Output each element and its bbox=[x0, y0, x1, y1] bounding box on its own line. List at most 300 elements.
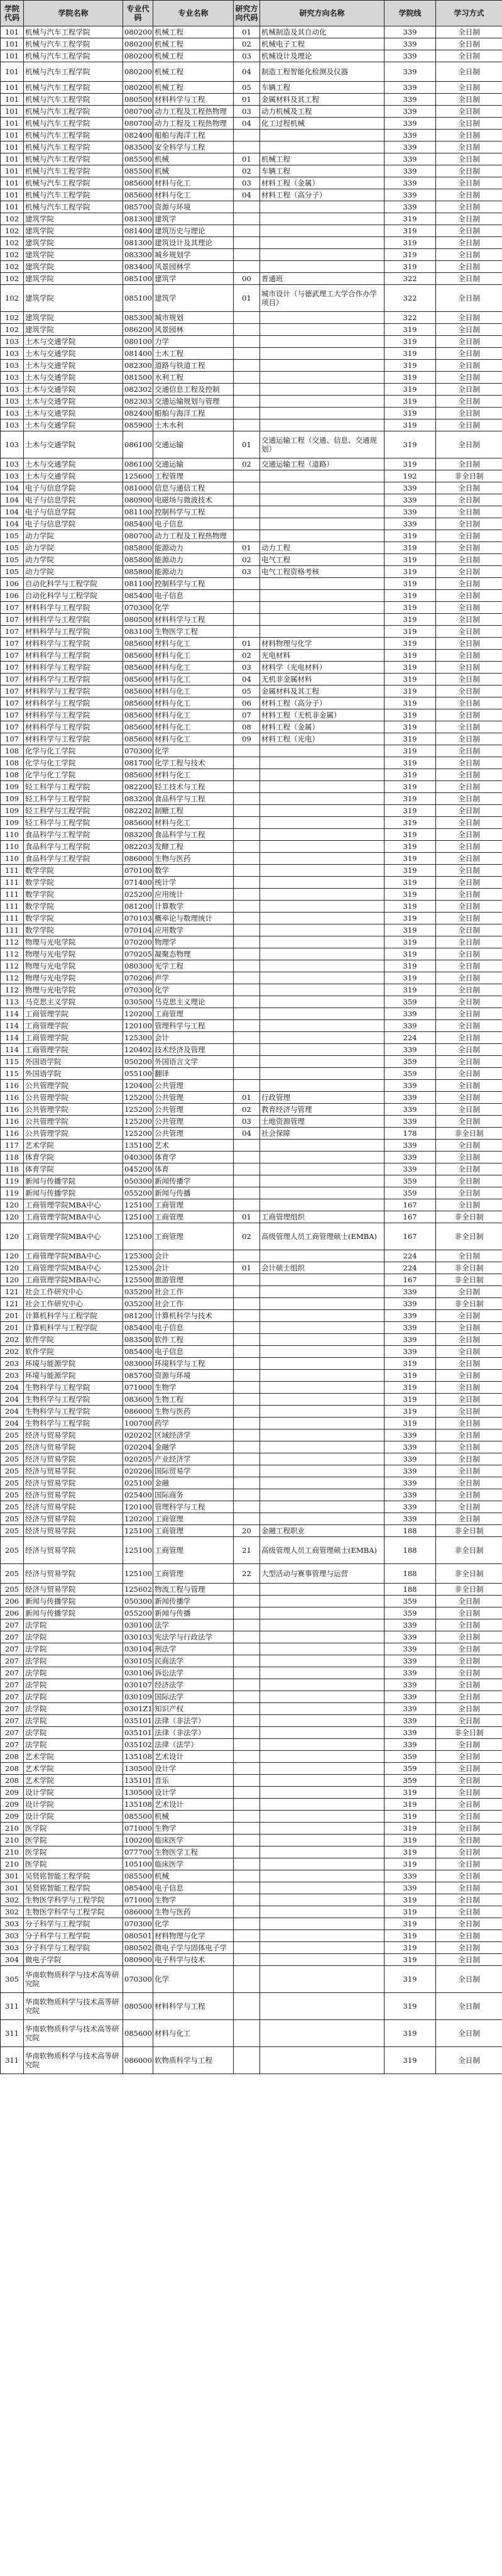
cell-college-name: 经济与贸易学院 bbox=[24, 1513, 123, 1525]
table-row bbox=[1, 1394, 502, 1406]
cell-direction-name bbox=[260, 261, 385, 273]
cell-college-code: 208 bbox=[1, 1775, 24, 1787]
cell-direction-code bbox=[234, 1020, 260, 1032]
table-row bbox=[1, 324, 502, 336]
cell-major-name: 光学工程 bbox=[153, 960, 234, 972]
cell-score-line: 319 bbox=[385, 650, 436, 662]
cell-college-code: 113 bbox=[1, 996, 24, 1008]
cell-direction-code bbox=[234, 948, 260, 960]
cell-study-mode: 全日制 bbox=[436, 530, 502, 542]
cell-college-name: 经济与贸易学院 bbox=[24, 1453, 123, 1465]
cell-direction-code bbox=[234, 1163, 260, 1175]
cell-study-mode: 全日制 bbox=[436, 1775, 502, 1787]
cell-major-name: 生物与医药 bbox=[153, 1406, 234, 1418]
cell-direction-name bbox=[260, 1835, 385, 1846]
cell-score-line: 339 bbox=[385, 506, 436, 518]
table-row bbox=[1, 142, 502, 153]
cell-direction-name bbox=[260, 1823, 385, 1835]
cell-study-mode: 全日制 bbox=[436, 408, 502, 419]
cell-study-mode: 全日制 bbox=[436, 638, 502, 650]
table-row bbox=[1, 709, 502, 721]
cell-score-line: 339 bbox=[385, 1465, 436, 1477]
cell-major-name: 交通信息工程及控制 bbox=[153, 384, 234, 396]
cell-direction-code bbox=[234, 1382, 260, 1394]
table-row bbox=[1, 1199, 502, 1211]
cell-college-name: 材料科学与工程学院 bbox=[24, 686, 123, 697]
cell-college-code: 114 bbox=[1, 1008, 24, 1020]
table-row bbox=[1, 650, 502, 662]
cell-college-name: 土木与交通学院 bbox=[24, 336, 123, 348]
cell-direction-code bbox=[234, 1882, 260, 1894]
cell-college-name: 工商管理学院MBA中心 bbox=[24, 1211, 123, 1223]
cell-college-code: 302 bbox=[1, 1906, 24, 1918]
cell-major-name: 建筑学 bbox=[153, 213, 234, 225]
cell-direction-name: 工商管理组织 bbox=[260, 1211, 385, 1223]
cell-study-mode: 全日制 bbox=[436, 372, 502, 384]
cell-college-code: 102 bbox=[1, 261, 24, 273]
cell-direction-code bbox=[234, 781, 260, 793]
cell-college-code: 302 bbox=[1, 1894, 24, 1906]
cell-major-code: 020205 bbox=[123, 1453, 153, 1465]
cell-study-mode: 全日制 bbox=[436, 1092, 502, 1104]
cell-direction-code bbox=[234, 1607, 260, 1619]
cell-study-mode: 全日制 bbox=[436, 1739, 502, 1751]
cell-major-code: 120402 bbox=[123, 1044, 153, 1056]
cell-college-name: 机械与汽车工程学院 bbox=[24, 118, 123, 130]
cell-direction-name: 车辆工程 bbox=[260, 82, 385, 94]
cell-study-mode: 全日制 bbox=[436, 841, 502, 853]
cell-direction-name bbox=[260, 1430, 385, 1441]
cell-major-name: 化学工程与技术 bbox=[153, 757, 234, 769]
cell-study-mode: 非全日制 bbox=[436, 1128, 502, 1140]
cell-score-line: 319 bbox=[385, 1787, 436, 1799]
cell-college-code: 105 bbox=[1, 542, 24, 554]
cell-college-name: 公共管理学院 bbox=[24, 1116, 123, 1128]
cell-score-line: 319 bbox=[385, 590, 436, 602]
cell-major-name: 建筑学 bbox=[153, 285, 234, 312]
cell-direction-name bbox=[260, 1751, 385, 1763]
cell-college-name: 机械与汽车工程学院 bbox=[24, 38, 123, 50]
cell-direction-code bbox=[234, 1906, 260, 1918]
cell-college-code: 205 bbox=[1, 1430, 24, 1441]
cell-score-line: 319 bbox=[385, 793, 436, 805]
cell-major-name: 旅游管理 bbox=[153, 1274, 234, 1286]
cell-major-name: 交通运输 bbox=[153, 458, 234, 470]
cell-college-name: 社会工作研究中心 bbox=[24, 1286, 123, 1298]
cell-college-name: 工商管理学院 bbox=[24, 1020, 123, 1032]
cell-study-mode: 全日制 bbox=[436, 602, 502, 614]
cell-college-name: 物理与光电学院 bbox=[24, 948, 123, 960]
cell-study-mode: 全日制 bbox=[436, 1596, 502, 1607]
table-row bbox=[1, 1715, 502, 1727]
cell-major-code: 100200 bbox=[123, 1835, 153, 1846]
cell-college-name: 艺术学院 bbox=[24, 1140, 123, 1152]
cell-major-code: 030105 bbox=[123, 1655, 153, 1667]
cell-study-mode: 全日制 bbox=[436, 1811, 502, 1823]
table-row bbox=[1, 721, 502, 733]
cell-score-line: 319 bbox=[385, 408, 436, 419]
cell-direction-name bbox=[260, 213, 385, 225]
cell-major-code: 025100 bbox=[123, 1477, 153, 1489]
cell-score-line: 319 bbox=[385, 530, 436, 542]
cell-study-mode: 全日制 bbox=[436, 721, 502, 733]
cell-major-code: 030103 bbox=[123, 1631, 153, 1643]
cell-major-name: 电磁场与微波技术 bbox=[153, 494, 234, 506]
cell-college-code: 202 bbox=[1, 1346, 24, 1358]
cell-college-name: 机械与汽车工程学院 bbox=[24, 130, 123, 142]
cell-direction-name bbox=[260, 1175, 385, 1187]
cell-major-name: 法律（非法学） bbox=[153, 1715, 234, 1727]
cell-major-code: 085800 bbox=[123, 542, 153, 554]
cell-college-code: 207 bbox=[1, 1631, 24, 1643]
cell-college-code: 101 bbox=[1, 106, 24, 118]
cell-study-mode: 全日制 bbox=[436, 590, 502, 602]
cell-direction-code: 07 bbox=[234, 709, 260, 721]
table-row bbox=[1, 348, 502, 360]
cell-major-name: 化学 bbox=[153, 602, 234, 614]
cell-college-code: 103 bbox=[1, 384, 24, 396]
cell-college-name: 工商管理学院MBA中心 bbox=[24, 1250, 123, 1262]
cell-direction-name bbox=[260, 913, 385, 924]
cell-direction-name bbox=[260, 1346, 385, 1358]
cell-study-mode: 全日制 bbox=[436, 793, 502, 805]
cell-major-code: 085500 bbox=[123, 1870, 153, 1882]
cell-direction-name: 交通运输工程（道路） bbox=[260, 458, 385, 470]
cell-college-name: 设计学院 bbox=[24, 1811, 123, 1823]
table-row bbox=[1, 1140, 502, 1152]
cell-major-code: 082300 bbox=[123, 360, 153, 372]
table-row bbox=[1, 1619, 502, 1631]
cell-direction-name bbox=[260, 1334, 385, 1346]
cell-major-code: 085600 bbox=[123, 709, 153, 721]
table-row bbox=[1, 1751, 502, 1763]
cell-major-code: 120400 bbox=[123, 1080, 153, 1092]
cell-major-code: 030106 bbox=[123, 1667, 153, 1679]
table-row bbox=[1, 769, 502, 781]
cell-major-name: 社会工作 bbox=[153, 1298, 234, 1310]
cell-score-line: 339 bbox=[385, 1310, 436, 1322]
cell-major-name: 公共管理 bbox=[153, 1116, 234, 1128]
cell-college-name: 轻工科学与工程学院 bbox=[24, 805, 123, 817]
cell-direction-name bbox=[260, 626, 385, 638]
cell-study-mode: 全日制 bbox=[436, 1489, 502, 1501]
cell-college-code: 102 bbox=[1, 249, 24, 261]
cell-major-name: 电子信息 bbox=[153, 590, 234, 602]
cell-major-code: 125100 bbox=[123, 1525, 153, 1537]
cell-direction-code bbox=[234, 626, 260, 638]
cell-college-name: 食品科学与工程学院 bbox=[24, 829, 123, 841]
table-row bbox=[1, 1334, 502, 1346]
cell-major-name: 工商管理 bbox=[153, 1223, 234, 1250]
cell-major-name: 电子信息 bbox=[153, 1322, 234, 1334]
cell-college-code: 207 bbox=[1, 1739, 24, 1751]
cell-major-name: 会计 bbox=[153, 1250, 234, 1262]
cell-direction-code bbox=[234, 1465, 260, 1477]
cell-study-mode: 全日制 bbox=[436, 1954, 502, 1966]
cell-college-name: 电子与信息学院 bbox=[24, 494, 123, 506]
cell-score-line: 319 bbox=[385, 805, 436, 817]
cell-direction-code: 01 bbox=[234, 1092, 260, 1104]
cell-direction-code bbox=[234, 769, 260, 781]
table-row bbox=[1, 396, 502, 408]
cell-study-mode: 全日制 bbox=[436, 285, 502, 312]
cell-direction-code: 01 bbox=[234, 638, 260, 650]
cell-score-line: 319 bbox=[385, 626, 436, 638]
cell-major-code: 085600 bbox=[123, 697, 153, 709]
cell-major-code: 125300 bbox=[123, 1262, 153, 1274]
cell-score-line: 359 bbox=[385, 1751, 436, 1763]
cell-direction-name bbox=[260, 1286, 385, 1298]
cell-college-code: 201 bbox=[1, 1310, 24, 1322]
cell-direction-name bbox=[260, 924, 385, 936]
cell-major-code: 120100 bbox=[123, 1020, 153, 1032]
cell-score-line: 359 bbox=[385, 1175, 436, 1187]
cell-direction-code: 03 bbox=[234, 177, 260, 189]
cell-direction-code bbox=[234, 372, 260, 384]
cell-major-name: 机械工程 bbox=[153, 26, 234, 38]
cell-study-mode: 全日制 bbox=[436, 936, 502, 948]
cell-major-code: 050200 bbox=[123, 1056, 153, 1068]
cell-major-code: 080500 bbox=[123, 94, 153, 106]
cell-college-code: 311 bbox=[1, 2020, 24, 2047]
cell-direction-name: 材料工程（光电） bbox=[260, 733, 385, 745]
table-row bbox=[1, 177, 502, 189]
cell-direction-code bbox=[234, 1655, 260, 1667]
cell-direction-name bbox=[260, 901, 385, 913]
cell-score-line: 319 bbox=[385, 853, 436, 865]
cell-score-line: 359 bbox=[385, 1607, 436, 1619]
cell-direction-code bbox=[234, 506, 260, 518]
cell-direction-name: 机械工程 bbox=[260, 153, 385, 165]
table-row bbox=[1, 26, 502, 38]
table-row bbox=[1, 1667, 502, 1679]
cell-college-name: 土木与交通学院 bbox=[24, 360, 123, 372]
cell-direction-code bbox=[234, 1298, 260, 1310]
cell-major-name: 力学 bbox=[153, 336, 234, 348]
cell-college-code: 210 bbox=[1, 1823, 24, 1835]
cell-direction-code bbox=[234, 2020, 260, 2047]
cell-study-mode: 非全日制 bbox=[436, 1223, 502, 1250]
table-row bbox=[1, 1128, 502, 1140]
cell-direction-code bbox=[234, 1152, 260, 1163]
cell-study-mode: 全日制 bbox=[436, 865, 502, 877]
cell-direction-code bbox=[234, 1643, 260, 1655]
cell-major-code: 083200 bbox=[123, 829, 153, 841]
cell-direction-name bbox=[260, 1918, 385, 1930]
cell-college-code: 203 bbox=[1, 1370, 24, 1382]
cell-direction-name bbox=[260, 1667, 385, 1679]
cell-study-mode: 全日制 bbox=[436, 1643, 502, 1655]
cell-college-name: 法学院 bbox=[24, 1679, 123, 1691]
cell-score-line: 319 bbox=[385, 1954, 436, 1966]
cell-direction-code: 03 bbox=[234, 662, 260, 674]
cell-score-line: 339 bbox=[385, 142, 436, 153]
cell-major-name: 机械工程 bbox=[153, 62, 234, 82]
cell-college-name: 化学与化工学院 bbox=[24, 769, 123, 781]
cell-direction-code bbox=[234, 829, 260, 841]
table-row bbox=[1, 1823, 502, 1835]
cell-major-name: 工商管理 bbox=[153, 1211, 234, 1223]
cell-college-code: 107 bbox=[1, 602, 24, 614]
cell-direction-name bbox=[260, 1008, 385, 1020]
cell-study-mode: 全日制 bbox=[436, 578, 502, 590]
cell-direction-name bbox=[260, 396, 385, 408]
cell-college-name: 食品科学与工程学院 bbox=[24, 853, 123, 865]
cell-college-name: 艺术学院 bbox=[24, 1763, 123, 1775]
cell-major-code: 085700 bbox=[123, 201, 153, 213]
cell-score-line: 319 bbox=[385, 1846, 436, 1858]
cell-study-mode: 全日制 bbox=[436, 662, 502, 674]
cell-direction-code bbox=[234, 745, 260, 757]
cell-major-code: 085500 bbox=[123, 153, 153, 165]
cell-score-line: 339 bbox=[385, 130, 436, 142]
cell-college-code: 101 bbox=[1, 201, 24, 213]
cell-direction-code bbox=[234, 913, 260, 924]
cell-direction-code bbox=[234, 924, 260, 936]
cell-direction-code bbox=[234, 1441, 260, 1453]
cell-major-code: 070206 bbox=[123, 972, 153, 984]
cell-major-code: 105100 bbox=[123, 1858, 153, 1870]
cell-direction-name: 动力工程 bbox=[260, 542, 385, 554]
table-row bbox=[1, 1116, 502, 1128]
cell-direction-name bbox=[260, 1044, 385, 1056]
table-row bbox=[1, 1286, 502, 1298]
cell-college-name: 土木与交通学院 bbox=[24, 458, 123, 470]
table-row bbox=[1, 1080, 502, 1092]
cell-major-code: 030107 bbox=[123, 1679, 153, 1691]
cell-score-line: 339 bbox=[385, 1140, 436, 1152]
table-row bbox=[1, 1596, 502, 1607]
cell-direction-code bbox=[234, 1406, 260, 1418]
cell-direction-code bbox=[234, 1430, 260, 1441]
table-row bbox=[1, 1870, 502, 1882]
cell-study-mode: 全日制 bbox=[436, 1691, 502, 1703]
cell-college-name: 体育学院 bbox=[24, 1152, 123, 1163]
table-row bbox=[1, 1739, 502, 1751]
cell-direction-code bbox=[234, 1080, 260, 1092]
cell-study-mode: 全日制 bbox=[436, 1068, 502, 1080]
cell-college-name: 机械与汽车工程学院 bbox=[24, 153, 123, 165]
table-row bbox=[1, 1607, 502, 1619]
cell-major-code: 130500 bbox=[123, 1763, 153, 1775]
cell-study-mode: 全日制 bbox=[436, 733, 502, 745]
cell-major-code: 086000 bbox=[123, 853, 153, 865]
cell-college-name: 机械与汽车工程学院 bbox=[24, 82, 123, 94]
cell-college-code: 101 bbox=[1, 94, 24, 106]
cell-study-mode: 全日制 bbox=[436, 312, 502, 324]
table-row bbox=[1, 1262, 502, 1274]
cell-direction-code bbox=[234, 213, 260, 225]
cell-direction-name bbox=[260, 201, 385, 213]
cell-score-line: 339 bbox=[385, 26, 436, 38]
table-row bbox=[1, 602, 502, 614]
cell-direction-code bbox=[234, 841, 260, 853]
table-row bbox=[1, 1835, 502, 1846]
cell-direction-code bbox=[234, 360, 260, 372]
cell-major-code: 083500 bbox=[123, 142, 153, 153]
cell-direction-name: 交通运输工程（交通、信息、交通规划） bbox=[260, 431, 385, 458]
cell-score-line: 319 bbox=[385, 781, 436, 793]
cell-direction-code: 01 bbox=[234, 431, 260, 458]
cell-direction-code bbox=[234, 1346, 260, 1358]
cell-study-mode: 全日制 bbox=[436, 384, 502, 396]
cell-direction-code bbox=[234, 1691, 260, 1703]
cell-college-name: 建筑学院 bbox=[24, 261, 123, 273]
cell-study-mode: 全日制 bbox=[436, 482, 502, 494]
cell-major-name: 声学 bbox=[153, 972, 234, 984]
cell-study-mode: 非全日制 bbox=[436, 1727, 502, 1739]
cell-college-code: 210 bbox=[1, 1835, 24, 1846]
cell-direction-name bbox=[260, 249, 385, 261]
cell-college-code: 205 bbox=[1, 1537, 24, 1564]
cell-study-mode: 全日制 bbox=[436, 494, 502, 506]
cell-direction-code bbox=[234, 1667, 260, 1679]
cell-study-mode: 全日制 bbox=[436, 2020, 502, 2047]
cell-major-code: 086100 bbox=[123, 431, 153, 458]
cell-college-code: 205 bbox=[1, 1453, 24, 1465]
cell-college-code: 111 bbox=[1, 877, 24, 889]
cell-college-code: 116 bbox=[1, 1092, 24, 1104]
table-row bbox=[1, 1763, 502, 1775]
cell-major-code: 086000 bbox=[123, 1406, 153, 1418]
cell-major-code: 081200 bbox=[123, 1310, 153, 1322]
cell-score-line: 319 bbox=[385, 1811, 436, 1823]
cell-score-line: 319 bbox=[385, 960, 436, 972]
cell-score-line: 339 bbox=[385, 50, 436, 62]
cell-major-name: 资源与环境 bbox=[153, 1370, 234, 1382]
cell-college-name: 医学院 bbox=[24, 1846, 123, 1858]
cell-major-code: 055100 bbox=[123, 1068, 153, 1080]
cell-college-name: 法学院 bbox=[24, 1727, 123, 1739]
cell-study-mode: 全日制 bbox=[436, 1465, 502, 1477]
cell-major-name: 化学 bbox=[153, 984, 234, 996]
cell-major-name: 工商管理 bbox=[153, 1525, 234, 1537]
table-row bbox=[1, 336, 502, 348]
cell-direction-name bbox=[260, 506, 385, 518]
cell-college-code: 120 bbox=[1, 1250, 24, 1262]
cell-college-name: 机械与汽车工程学院 bbox=[24, 62, 123, 82]
cell-college-name: 经济与贸易学院 bbox=[24, 1525, 123, 1537]
cell-college-code: 114 bbox=[1, 1032, 24, 1044]
cell-direction-code: 01 bbox=[234, 1262, 260, 1274]
cell-major-code: 125200 bbox=[123, 1116, 153, 1128]
cell-major-code: 081300 bbox=[123, 237, 153, 249]
cell-college-code: 112 bbox=[1, 936, 24, 948]
cell-major-code: 086100 bbox=[123, 458, 153, 470]
cell-major-name: 材料与化工 bbox=[153, 697, 234, 709]
table-row bbox=[1, 1163, 502, 1175]
cell-study-mode: 全日制 bbox=[436, 924, 502, 936]
cell-college-name: 建筑学院 bbox=[24, 249, 123, 261]
cell-direction-name bbox=[260, 1298, 385, 1310]
cell-score-line: 319 bbox=[385, 1930, 436, 1942]
cell-score-line: 319 bbox=[385, 733, 436, 745]
cell-college-code: 311 bbox=[1, 2047, 24, 2074]
cell-score-line: 339 bbox=[385, 1044, 436, 1056]
cell-direction-name bbox=[260, 1846, 385, 1858]
cell-direction-name: 材料工程（无机非金属） bbox=[260, 709, 385, 721]
cell-college-name: 经济与贸易学院 bbox=[24, 1477, 123, 1489]
cell-college-code: 205 bbox=[1, 1584, 24, 1596]
cell-score-line: 319 bbox=[385, 697, 436, 709]
cell-study-mode: 非全日制 bbox=[436, 470, 502, 482]
cell-score-line: 339 bbox=[385, 518, 436, 530]
cell-college-name: 轻工科学与工程学院 bbox=[24, 817, 123, 829]
cell-direction-name: 材料工程（高分子） bbox=[260, 697, 385, 709]
cell-major-code: 120100 bbox=[123, 1501, 153, 1513]
cell-direction-code bbox=[234, 1619, 260, 1631]
cell-direction-code: 04 bbox=[234, 189, 260, 201]
